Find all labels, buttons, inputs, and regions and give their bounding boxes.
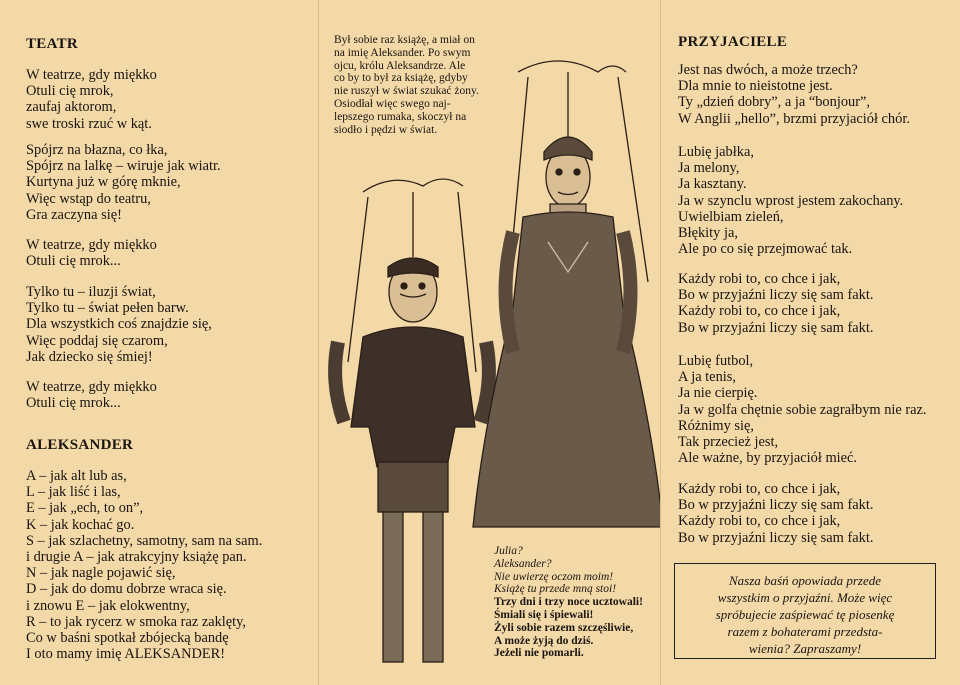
teatr-refrain-2 — [26, 379, 157, 411]
dialog-block — [494, 545, 643, 660]
lyric-line: Gra zaczyna się! — [26, 206, 122, 223]
lyric-line: Ja melony, — [678, 160, 740, 177]
lyric-line: Ale ważne, by przyjaciół mieć. — [678, 450, 858, 467]
lyric-line: i znowu E – jak elokwentny, — [26, 597, 190, 614]
lyric-line: Jest nas dwóch, a może trzech? — [678, 62, 858, 78]
title-przyjaciele: PRZYJACIELE — [678, 34, 788, 50]
story-line: nie ruszył w świat szukać żony. — [334, 85, 479, 98]
lyric-line: Tylko tu – świat pełen barw. — [26, 300, 189, 317]
lyric-line: Lubię jabłka, — [678, 144, 754, 160]
lyric-line: Ale po co się przejmować tak. — [678, 241, 853, 258]
lyric-line: Jak dziecko się śmiej! — [26, 348, 153, 365]
story-line: ojcu, królu Aleksandrze. Ale — [334, 59, 466, 72]
dialog-line: Jeżeli nie pomarli. — [494, 647, 584, 660]
dialog-line: A może żyją do dziś. — [494, 634, 594, 647]
lyric-line: W teatrze, gdy miękko — [26, 237, 157, 253]
teatr-refrain-1 — [26, 237, 157, 269]
lyric-line: Lubię futbol, — [678, 353, 754, 369]
lyric-line: Tak przecież jest, — [678, 434, 779, 451]
przyjaciele-stanza-3 — [678, 353, 927, 466]
prince-marionette — [335, 179, 489, 662]
lyric-line: Dla wszystkich coś znajdzie się, — [26, 316, 212, 333]
aleksander-acrostic — [26, 468, 262, 662]
story-line: Osiodłał więc swego naj- — [334, 97, 451, 110]
lyric-line: Więc poddaj się czarom, — [26, 332, 168, 349]
invitation-line: Nasza baśń opowiada przede — [728, 573, 882, 588]
invitation-box — [674, 563, 936, 659]
lyric-line: zaufaj aktorom, — [26, 99, 117, 116]
lyric-line: Bo w przyjaźni liczy się sam fakt. — [678, 287, 874, 304]
lyric-line: Bo w przyjaźni liczy się sam fakt. — [678, 497, 874, 514]
dialog-line: Książę tu przede mną stoi! — [494, 583, 617, 596]
lyric-line: W teatrze, gdy miękko — [26, 379, 157, 395]
lyric-line: Każdy robi to, co chce i jak, — [678, 513, 841, 530]
dialog-line: Nie uwierzę oczom moim! — [494, 570, 614, 583]
lyric-line: W teatrze, gdy miękko — [26, 67, 157, 83]
lyric-line: Dla mnie to nieistotne jest. — [678, 78, 833, 95]
lyric-line: swe troski rzuć w kąt. — [26, 115, 152, 132]
lyric-line: Otuli cię mrok, — [26, 83, 114, 100]
lyric-line: A ja tenis, — [678, 369, 736, 386]
title-teatr: TEATR — [26, 36, 79, 52]
story-line: co by to był za książę, gdyby — [334, 72, 468, 85]
lyric-line: I oto mamy imię ALEKSANDER! — [26, 646, 226, 663]
lyric-line: Każdy robi to, co chce i jak, — [678, 271, 841, 287]
lyric-line: Spójrz na błazna, co łka, — [26, 142, 168, 158]
story-line: siodło i pędzi w świat. — [334, 123, 438, 136]
teatr-stanza-1 — [26, 67, 157, 132]
lyric-line: A – jak alt lub as, — [26, 468, 127, 484]
lyric-line: D – jak do domu dobrze wraca się. — [26, 581, 227, 598]
dialog-line: Trzy dni i trzy noce ucztowali! — [494, 596, 643, 609]
lyric-line: S – jak szlachetny, samotny, sam na sam. — [26, 532, 263, 549]
story-line: na imię Aleksander. Po swym — [334, 46, 471, 59]
lyric-line: Otuli cię mrok... — [26, 395, 121, 412]
lyric-line: N – jak nagle pojawić się, — [26, 565, 176, 582]
lyric-line: Błękity ja, — [678, 225, 738, 242]
lyric-line: Otuli cię mrok... — [26, 253, 121, 270]
dialog-line: Julia? — [494, 545, 523, 557]
invitation-line: wienia? Zapraszamy! — [748, 641, 862, 656]
story-line: Był sobie raz książę, a miał on — [334, 34, 475, 46]
lyric-line: Różnimy się, — [678, 417, 754, 434]
dialog-line: Żyli sobie razem szczęśliwie, — [494, 621, 634, 634]
dialog-line: Śmiali się i śpiewali! — [494, 608, 594, 621]
lyric-line: Kurtyna już w górę mknie, — [26, 174, 181, 191]
lyric-line: Ja nie cierpię. — [678, 385, 758, 402]
lyric-line: i drugie A – jak atrakcyjny książę pan. — [26, 549, 247, 566]
lyric-line: Więc wstąp do teatru, — [26, 190, 151, 207]
lyric-line: Tylko tu – iluzji świat, — [26, 284, 156, 300]
lyric-line: R – to jak rycerz w smoka raz zaklęty, — [26, 613, 247, 630]
lyric-line: E – jak „ech, to on”, — [26, 500, 144, 517]
przyjaciele-chorus-1 — [678, 271, 873, 336]
lyric-line: Każdy robi to, co chce i jak, — [678, 481, 841, 497]
dialog-line: Aleksander? — [494, 557, 552, 570]
fold-line-right — [660, 0, 661, 685]
lyric-line: L – jak liść i las, — [26, 484, 121, 501]
lyric-line: Każdy robi to, co chce i jak, — [678, 303, 841, 320]
lyric-line: Ty „dzień dobry”, a ja “bonjour”, — [678, 94, 870, 111]
princess-marionette — [473, 61, 660, 527]
lyric-line: Bo w przyjaźni liczy się sam fakt. — [678, 319, 874, 336]
lyric-line: Uwielbiam zieleń, — [678, 208, 784, 225]
przyjaciele-stanza-1 — [678, 62, 910, 127]
lyric-line: Ja w golfa chętnie sobie zagrałbym nie raz. — [678, 401, 927, 418]
lyric-line: Co w baśni spotkał zbójecką bandę — [26, 630, 229, 647]
invitation-line: razem z bohaterami przedsta- — [727, 624, 883, 639]
lyric-line: W Anglii „hello”, brzmi przyjaciół chór. — [678, 110, 910, 127]
story-line: lepszego rumaka, skoczył na — [334, 110, 467, 123]
lyric-line: Ja kasztany. — [678, 176, 747, 193]
przyjaciele-stanza-2 — [678, 144, 903, 257]
invitation-line: spróbujecie zaśpiewać tę piosenkę — [715, 607, 895, 622]
teatr-stanza-2 — [26, 142, 221, 223]
story-intro — [334, 34, 479, 136]
lyric-line: Spójrz na lalkę – wiruje jak wiatr. — [26, 158, 221, 175]
teatr-stanza-3 — [26, 284, 212, 365]
invitation-line: wszystkim o przyjaźni. Może więc — [717, 590, 893, 605]
przyjaciele-chorus-2 — [678, 481, 873, 546]
lyric-line: Ja w szynclu wprost jestem zakochany. — [678, 192, 904, 209]
lyric-line: K – jak kochać go. — [26, 516, 135, 533]
title-aleksander: ALEKSANDER — [26, 437, 134, 453]
lyric-line: Bo w przyjaźni liczy się sam fakt. — [678, 529, 874, 546]
